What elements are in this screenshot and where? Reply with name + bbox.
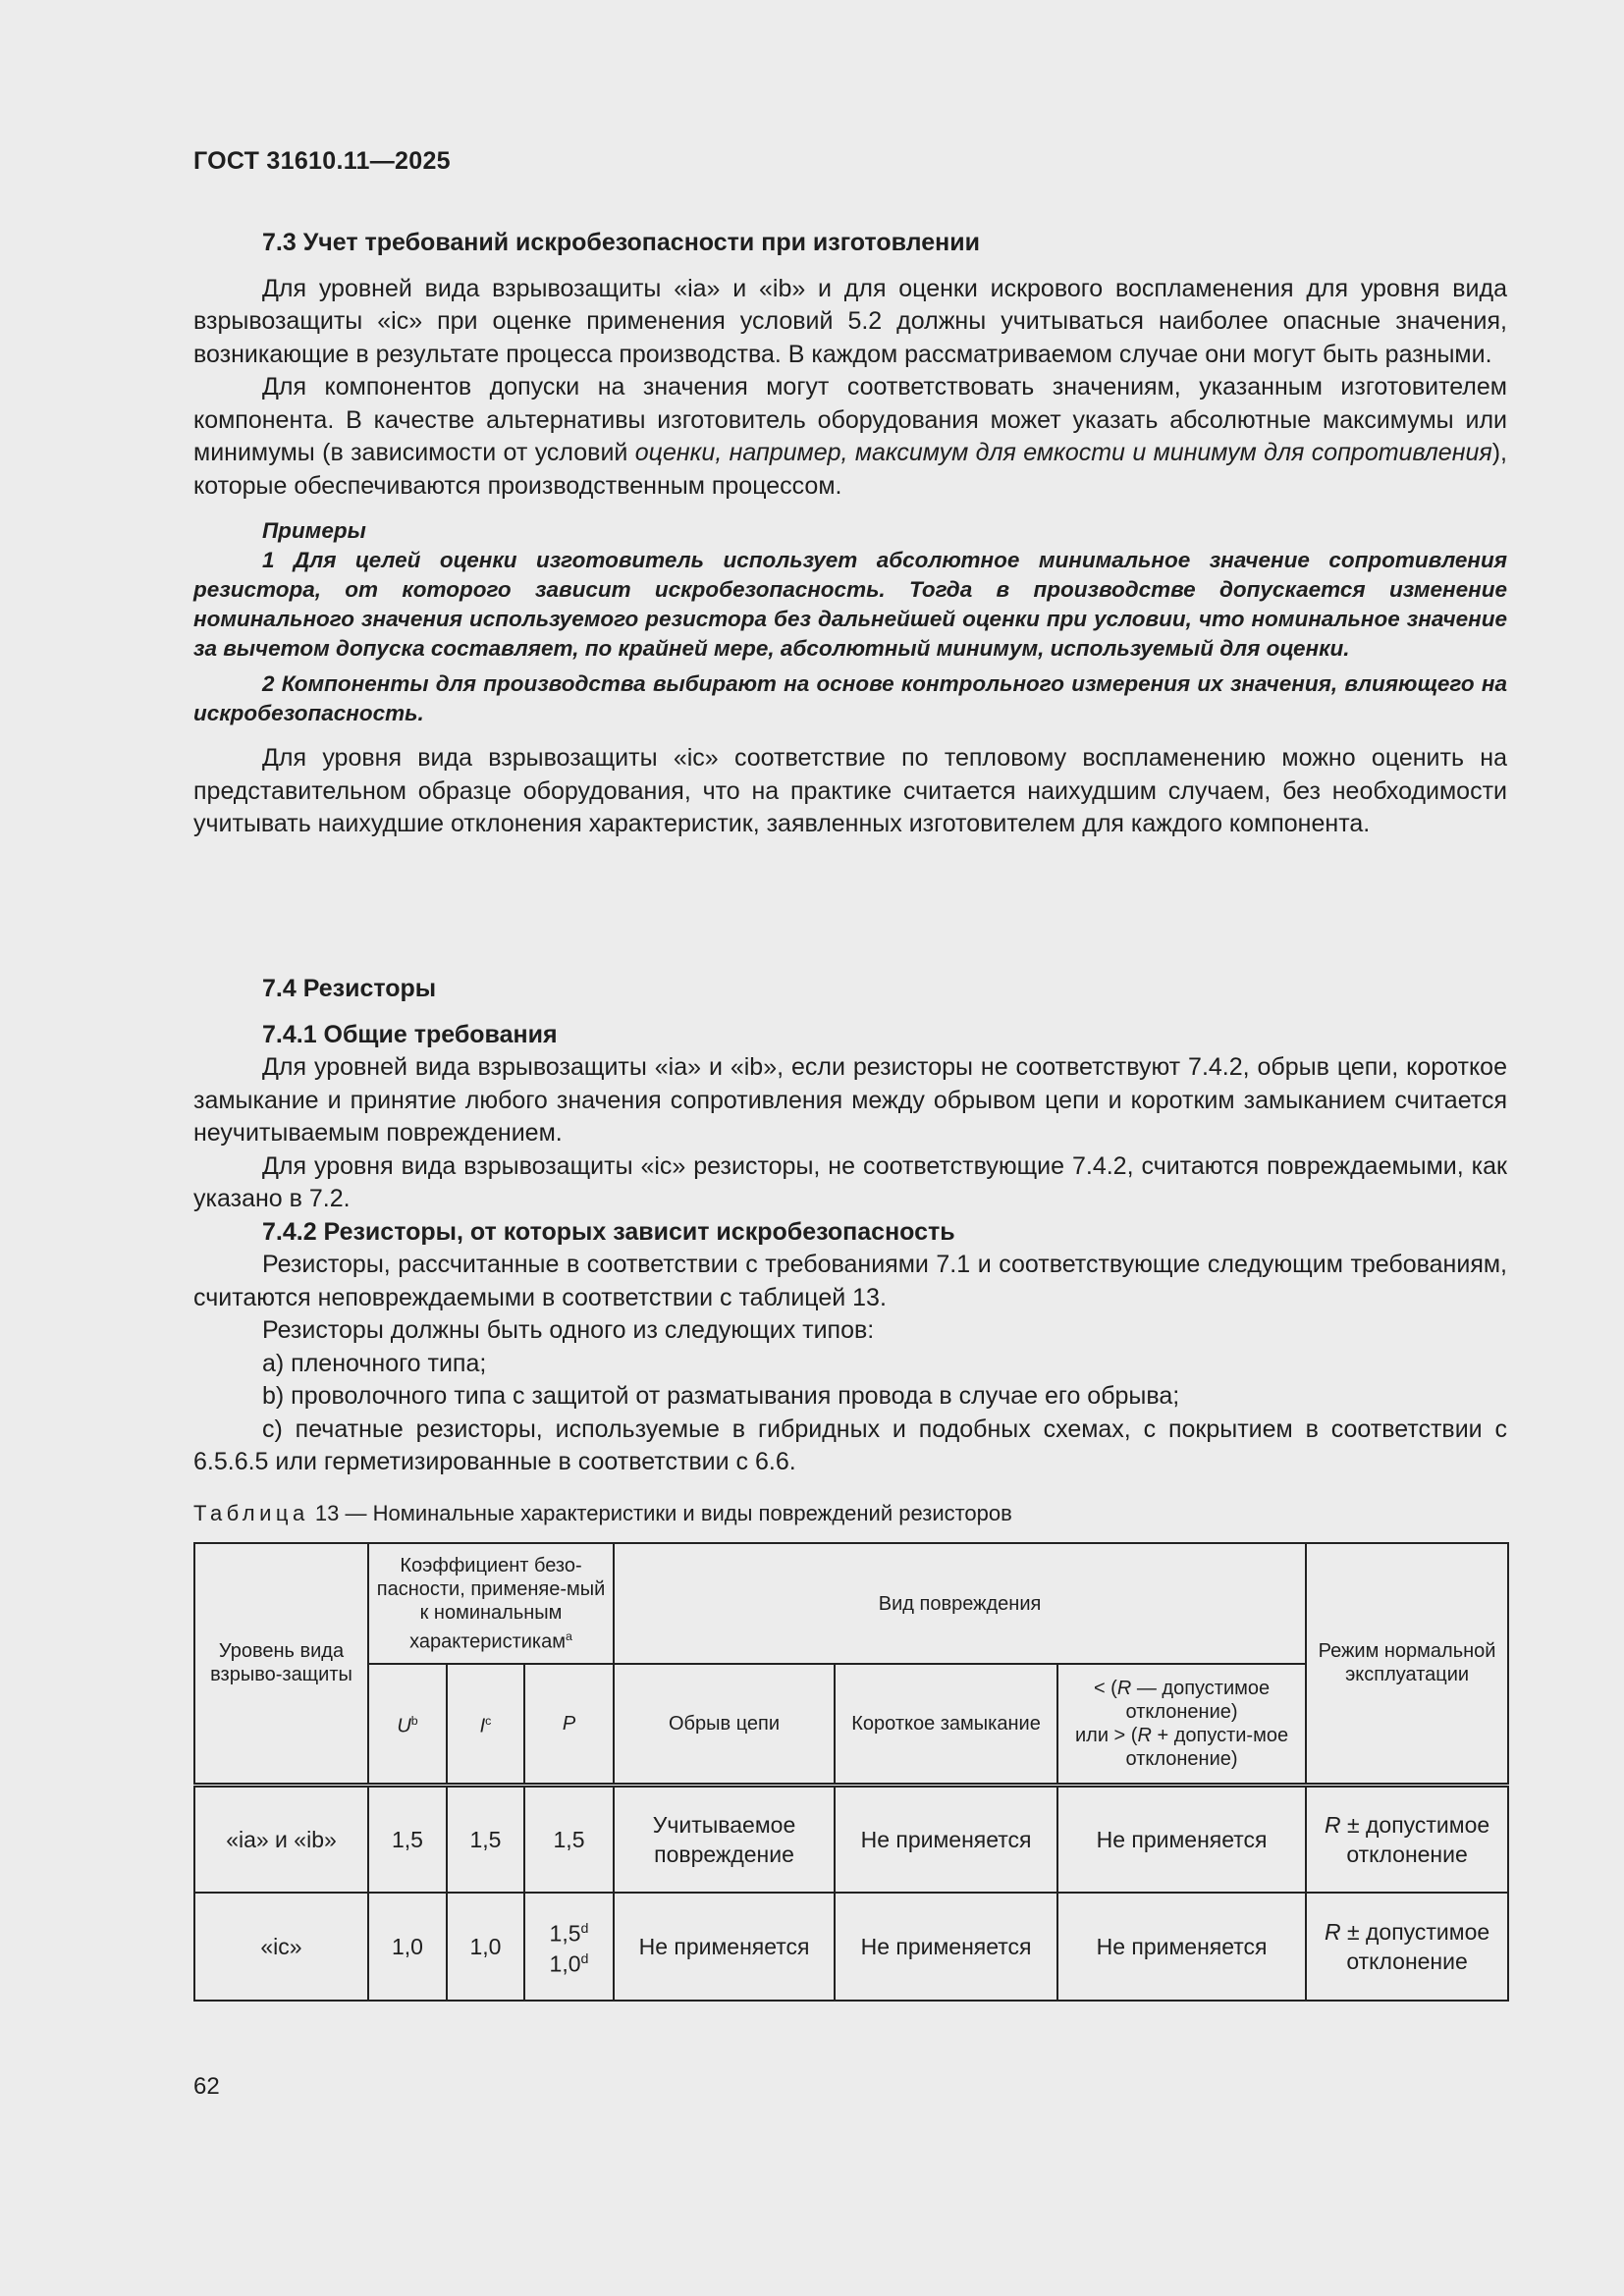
example-1: 1 Для целей оценки изготовитель использует абсолютное минимальное значение сопротивления резистора, от которого зависит искробезопасность. Тогда в производстве допускается изменение номинального значения используемого резистора без дальнейшей оценки при условии, что номинальное значение за вычетом допуска составляет, по крайней мере, абсолютный минимум, используемый для оценки. <box>193 548 1507 661</box>
document-header: ГОСТ 31610.11—2025 <box>193 147 451 175</box>
cell-short: Не применяется <box>835 1785 1057 1893</box>
cell-level: «ic» <box>194 1893 368 2001</box>
header-mode: Режим нормальной эксплуатации <box>1306 1543 1508 1785</box>
header-level: Уровень вида взрыво-защиты <box>194 1543 368 1785</box>
cell-mode: R ± допустимое отклонение <box>1306 1893 1508 2001</box>
section-7-4 <box>193 973 1507 1479</box>
subsection-title: 7.4.1 Общие требования <box>262 1020 558 1048</box>
examples-title: Примеры <box>262 518 366 543</box>
cell-level: «ia» и «ib» <box>194 1785 368 1893</box>
list-item: c) печатные резисторы, используемые в гибридных и подобных схемах, с покрытием в соответствии с 6.5.6.5 или герметизированные в соответствии с 6.6. <box>193 1415 1507 1475</box>
paragraph: Резисторы должны быть одного из следующих типов: <box>262 1316 875 1344</box>
section-title: 7.3 Учет требований искробезопасности при изготовлении <box>262 229 980 256</box>
section-title: 7.4 Резисторы <box>262 975 437 1002</box>
paragraph: Для уровней вида взрывозащиты «ia» и «ib», если резисторы не соответствуют 7.4.2, обрыв цепи, короткое замыкание и принятие любого значения сопротивления между обрывом цепи и коротким замыканием считается неучитываемым повреждением. <box>193 1053 1507 1147</box>
header-damage: Вид повреждения <box>614 1543 1306 1664</box>
header-i: $I^c$ <box>447 1664 524 1785</box>
cell-deviation: Не применяется <box>1057 1893 1306 2001</box>
paragraph: Для компонентов допуски на значения могут соответствовать значениям, указанным изготовителем компонента. В качестве альтернативы изготовитель оборудования может указать абсолютные максимумы или минимумы (в зависимости от условий оценки, например, максимум для емкости и минимум для сопротивления), которые обеспечиваются производственным процессом. <box>193 373 1507 500</box>
paragraph: Для уровней вида взрывозащиты «ia» и «ib» и для оценки искрового воспламенения для уровня вида взрывозащиты «ic» при оценке применения условий 5.2 должны учитываться наиболее опасные значения, возникающие в результате процесса производства. В каждом рассматриваемом случае они могут быть разными. <box>193 274 1507 368</box>
header-deviation: < (R — допустимое отклонение) или > (R + допусти-мое отклонение) <box>1057 1664 1306 1785</box>
table-row <box>194 1893 1508 2001</box>
header-u: $U^b$ <box>368 1664 447 1785</box>
header-short: Короткое замыкание <box>835 1664 1057 1785</box>
cell-i: 1,5 <box>447 1785 524 1893</box>
subsection-title: 7.4.2 Резисторы, от которых зависит искробезопасность <box>262 1217 955 1246</box>
header-p: P <box>524 1664 614 1785</box>
list-item: a) пленочного типа; <box>262 1349 487 1377</box>
cell-i: 1,0 <box>447 1893 524 2001</box>
header-open: Обрыв цепи <box>614 1664 835 1785</box>
paragraph: Для уровня вида взрывозащиты «ic» соответствие по тепловому воспламенению можно оценить на представительном образце оборудования, что на практике считается наихудшим случаем, без необходимости учитывать наихудшие отклонения характеристик, заявленных изготовителем для каждого компонента. <box>193 744 1507 837</box>
table-header-row <box>194 1543 1508 1664</box>
cell-p: 1,5$^d$ 1,0$^d$ <box>524 1893 614 2001</box>
italic-text: оценки, например, максимум для емкости и минимум для сопротивления <box>634 439 1492 466</box>
cell-mode: R ± допустимое отклонение <box>1306 1785 1508 1893</box>
table-caption: Таблица 13 — Номинальные характеристики и виды повреждений резисторов <box>193 1501 1012 1525</box>
cell-deviation: Не применяется <box>1057 1785 1306 1893</box>
cell-p: 1,5 <box>524 1785 614 1893</box>
resistor-table <box>193 1542 1509 2002</box>
example-2: 2 Компоненты для производства выбирают на основе контрольного измерения их значения, влияющего на искробезопасность. <box>193 671 1507 725</box>
cell-u: 1,5 <box>368 1785 447 1893</box>
cell-open: Учитываемое повреждение <box>614 1785 835 1893</box>
page-number: 62 <box>193 2073 220 2100</box>
list-item: b) проволочного типа с защитой от разматывания провода в случае его обрыва; <box>262 1382 1180 1410</box>
cell-open: Не применяется <box>614 1893 835 2001</box>
cell-short: Не применяется <box>835 1893 1057 2001</box>
section-7-3 <box>193 227 1507 841</box>
table-row <box>194 1785 1508 1893</box>
cell-u: 1,0 <box>368 1893 447 2001</box>
paragraph: Резисторы, рассчитанные в соответствии с требованиями 7.1 и соответствующие следующим требованиям, считаются неповреждаемыми в соответствии с таблицей 13. <box>193 1251 1507 1311</box>
header-coefficient: Коэффициент безо-пасности, применяе-мый к номинальным характеристикам$^a$ <box>368 1543 614 1664</box>
paragraph: Для уровня вида взрывозащиты «ic» резисторы, не соответствующие 7.4.2, считаются повреждаемыми, как указано в 7.2. <box>193 1151 1507 1212</box>
